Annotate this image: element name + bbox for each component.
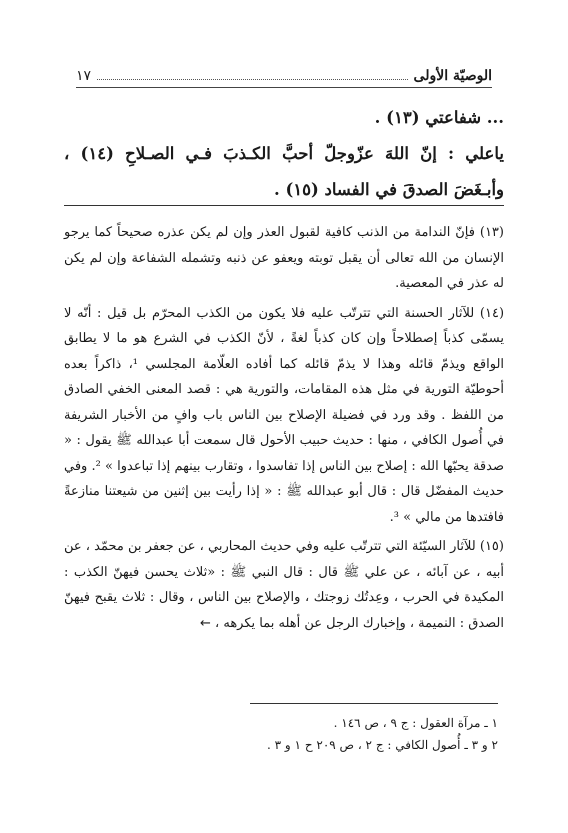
header-dots <box>97 79 408 80</box>
commentary-notes <box>64 220 504 640</box>
note-number: (١٥) <box>479 539 504 554</box>
footnote-1: ١ ـ مرآة العقول : ج ٩ ، ص ١٤٦ . <box>333 716 498 730</box>
main-line-1: ... شفاعتي (١٣) . <box>374 108 504 127</box>
continuation-arrow-icon: ← <box>199 615 211 631</box>
note-text: للآثار الحسنة التي تترتّب عليه فلا يكون من الكذب المحرّم بل قيل : أنّه لا يسمّى كذباً إصطلاحاً وإن كان كذباً لغةً ، لأنّ الكذب في الشرع هو ما لا يطابق الواقع ويذمّ قائله وهذا لا يذمّ قائله كما أفاده العلّامة المجلسي ¹، ذاكراً بعده أحوطيّة التورية في مثل هذه المقامات، والتورية هي : قصد المعنى الخفي الصادق من اللفظ . وقد ورد في فضيلة الإصلاح بين الناس باب وافٍ من الأخبار الشريفة في أُصول الكافي ، منها : حديث حبيب الأحول قال سمعت أبا عبدالله ﷺ يقول : « صدقة يحبّها الله : إصلاح بين الناس إذا تفاسدوا ، وتقارب بينهم إذا تباعدوا » ². وفي حديث المفضّل قال : قال أبو عبدالله ﷺ : « إذا رأيت بين إثنين من شيعتنا منازعةً فافتدها من مالي » ³. <box>64 305 505 525</box>
running-title: الوصيّة الأولى <box>413 68 492 84</box>
note-text: للآثار السيّئة التي تترتّب عليه وفي حديث المحاربي ، عن جعفر بن محمّد ، عن أبيه ، عن آبائه ، عن علي ﷺ قال : قال النبي ﷺ : «ثلاث يحسن فيهنّ الكذب : المكيدة في الحرب ، وعِدتُك زوجتك ، والإصلاح بين الناس ، وقال : ثلاث يقبح فيهنّ الصدق : النميمة ، وإخبارك الرجل عن أهله بما يكرهه ، <box>64 539 504 631</box>
main-text <box>64 100 504 208</box>
main-line-2: ياعلي : إنّ اللهَ عزّوجلّ أحبَّ الكـذبَ فـي الصـلاحِ (١٤) ، وأبـغَضَ الصدقَ في الفساد (١٥) . <box>64 144 504 199</box>
footnote-2-3: ٢ و ٣ ـ أُصول الكافي : ج ٢ ، ص ٢٠٩ ح ١ و ٣ . <box>267 738 498 752</box>
footnotes <box>64 712 498 756</box>
note-number: (١٤) <box>479 305 505 321</box>
note-text: فإنّ الندامة من الذنب كافية لقبول العذر وإن لم يكن عذره صحيحاً كما يرجو الإنسان من الله تعالى أن يقبل توبته ويعفو عن ذنبه وتشمله الشفاعة وإن لم يكن له عذر في المعصية. <box>64 225 504 291</box>
note-number: (١٣) <box>479 225 504 240</box>
page-header <box>76 62 492 88</box>
footnote-separator <box>250 703 498 704</box>
note-14 <box>64 301 504 531</box>
main-separator <box>64 205 504 206</box>
page-number: ١٧ <box>76 68 92 84</box>
note-15 <box>64 534 504 636</box>
note-13 <box>64 220 504 297</box>
